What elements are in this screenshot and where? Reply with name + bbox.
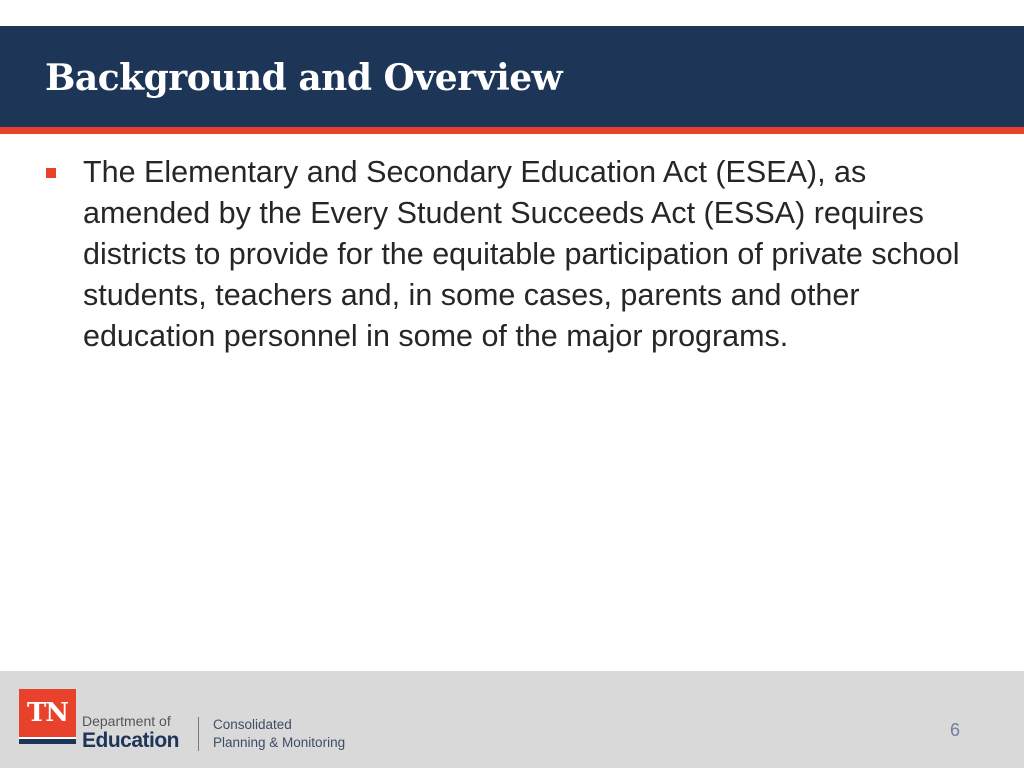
program-line-2: Planning & Monitoring (213, 735, 346, 750)
program-line-1: Consolidated (213, 717, 292, 732)
bullet-list (46, 152, 976, 357)
slide-title: Background and Overview (45, 57, 563, 99)
tn-logo-badge (19, 689, 76, 744)
slide-number: 6 (949, 720, 960, 740)
bullet-text: The Elementary and Secondary Education Act (ESEA), as amended by the Every Student Succeeds Act (ESSA) requires districts to provide for the equitable participation of private school students, teachers and, in some cases, parents and other education personnel in some of the major programs. (83, 155, 960, 353)
tn-badge-text: TN (19, 689, 76, 737)
tn-badge-stripe-blue (19, 739, 76, 744)
header-accent-stripe (0, 127, 1024, 134)
program-name (213, 716, 345, 752)
square-bullet-icon (46, 168, 56, 178)
footer-divider (198, 717, 199, 751)
bullet-item (46, 152, 976, 357)
department-line-2: Education (82, 729, 180, 752)
department-line-1: Department of (82, 713, 171, 729)
department-logo-text (82, 713, 179, 753)
